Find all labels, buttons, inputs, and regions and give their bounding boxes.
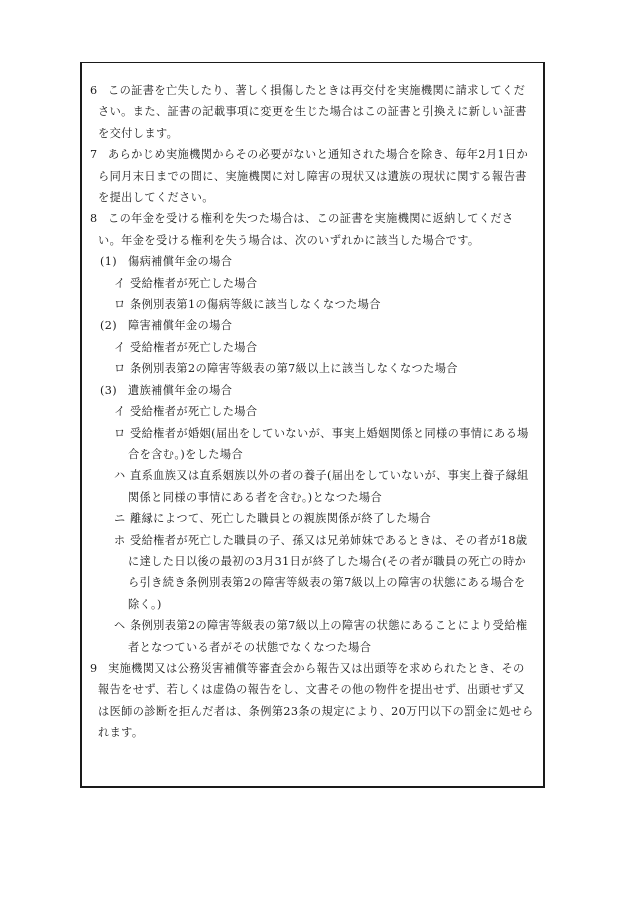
note-text: この証書を亡失したり、著しく損傷したときは再交付を実施機関に請求してください。また、証書の記載事項に変更を生じた場合はこの証書と引換えに新しい証書を交付します。 xyxy=(98,84,527,140)
subsection-1-title xyxy=(90,251,535,272)
item-text: 条例別表第2の障害等級表の第7級以上の障害の状態にあることにより受給権者となつている者がその状態でなくなつた場合 xyxy=(128,619,528,654)
note-text: あらかじめ実施機関からその必要がないと通知された場合を除き、毎年2月1日から同月末日までの間に、実施機関に対し障害の現状又は遺族の現状に関する報告書を提出してください。 xyxy=(98,148,529,205)
note-8 xyxy=(90,208,535,251)
subsection-title: 障害補償年金の場合 xyxy=(128,319,233,333)
subsection-2-item-ro xyxy=(90,358,535,379)
item-mark: ハ xyxy=(114,469,126,483)
subsection-3-item-he xyxy=(90,615,535,658)
item-text: 受給権者が婚姻(届出をしていないが、事実上婚姻関係と同様の事情にある場合を含む。)をした場合 xyxy=(128,426,529,461)
item-mark: ロ xyxy=(114,362,126,376)
item-mark: ニ xyxy=(114,512,126,526)
subsection-title: 傷病補償年金の場合 xyxy=(128,255,233,269)
item-text: 受給権者が死亡した場合 xyxy=(130,340,258,354)
item-text: 受給権者が死亡した場合 xyxy=(130,276,258,290)
subsection-3-item-ha xyxy=(90,465,535,508)
item-mark: ロ xyxy=(114,426,126,440)
item-mark: ヘ xyxy=(114,619,126,633)
note-number: 7 xyxy=(90,148,98,162)
item-text: 離縁によつて、死亡した職員との親族関係が終了した場合 xyxy=(130,512,432,526)
note-number: 8 xyxy=(90,212,98,226)
note-number: 9 xyxy=(90,661,98,675)
note-number: 6 xyxy=(90,84,98,97)
subsection-1-item-i xyxy=(90,273,535,294)
item-text: 直系血族又は直系姻族以外の者の養子(届出をしていないが、事実上養子縁組関係と同様の事情にある者を含む。)となつた場合 xyxy=(128,469,529,504)
subsection-1-item-ro xyxy=(90,294,535,315)
notes-content xyxy=(90,80,535,744)
item-text: 条例別表第2の障害等級表の第7級以上に該当しなくなつた場合 xyxy=(130,362,458,376)
note-9 xyxy=(90,658,535,744)
subsection-3-item-ro xyxy=(90,423,535,466)
item-mark: イ xyxy=(114,340,126,354)
subsection-2-title xyxy=(90,315,535,336)
subsection-3-item-ni xyxy=(90,508,535,529)
note-7 xyxy=(90,144,535,208)
subsection-title: 遺族補償年金の場合 xyxy=(128,383,233,397)
item-mark: ロ xyxy=(114,298,126,312)
subsection-number: (2) xyxy=(100,319,118,333)
subsection-number: (1) xyxy=(100,255,118,269)
subsection-3-item-i xyxy=(90,401,535,422)
item-mark: イ xyxy=(114,276,126,290)
item-text: 受給権者が死亡した職員の子、孫又は兄弟姉妹であるときは、その者が18歳に達した日以後の最初の3月31日が終了した場合(その者が職員の死亡の時から引き続き条例別表第2の障害等級表の第7級以上の障害の状態にある場合を除く。) xyxy=(128,533,528,611)
note-text: 実施機関又は公務災害補償等審査会から報告又は出頭等を求められたとき、その報告をせず、若しくは虚偽の報告をし、文書その他の物件を提出せず、出頭せず又は医師の診断を拒んだ者は、条例第23条の規定により、20万円以下の罰金に処せられます。 xyxy=(98,661,534,740)
item-text: 受給権者が死亡した場合 xyxy=(130,405,258,419)
item-mark: イ xyxy=(114,405,126,419)
subsection-3-item-ho xyxy=(90,530,535,616)
subsection-number: (3) xyxy=(100,383,118,397)
subsection-2-item-i xyxy=(90,337,535,358)
note-6 xyxy=(90,80,535,144)
item-text: 条例別表第1の傷病等級に該当しなくなつた場合 xyxy=(130,298,381,312)
note-text: この年金を受ける権利を失つた場合は、この証書を実施機関に返納してください。年金を受ける権利を失う場合は、次のいずれかに該当した場合です。 xyxy=(98,212,514,247)
item-mark: ホ xyxy=(114,533,126,547)
subsection-3-title xyxy=(90,380,535,401)
